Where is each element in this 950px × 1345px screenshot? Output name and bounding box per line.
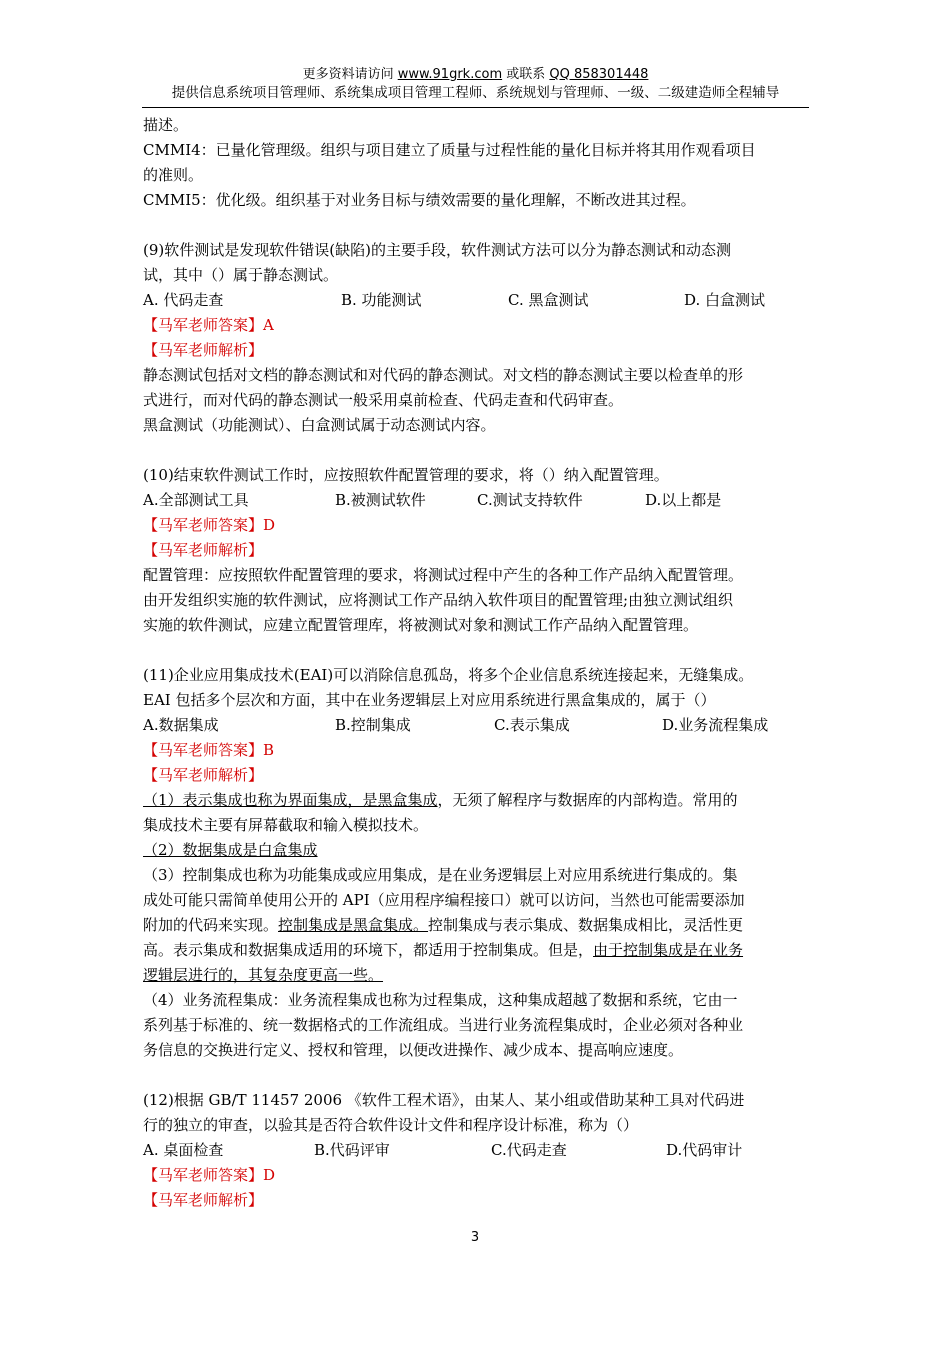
q11-answer: 【马军老师答案】B [143,741,275,759]
q9-answer: 【马军老师答案】A [143,316,274,334]
q11-analysis-3: 高。表示集成和数据集成适用的环境下，都适用于控制集成。但是，由于控制集成是在业务 [143,941,744,959]
q11-analysis-3: （3）控制集成也称为功能集成或应用集成，是在业务逻辑层上对应用系统进行集成的。集 [143,866,738,884]
q11-analysis-4: 务信息的交换进行定义、授权和管理，以便改进操作、减少成本、提高响应速度。 [143,1041,684,1059]
page-header [142,66,809,102]
q10-option-c: C.测试支持软件 [477,491,583,509]
q10-options [143,488,808,513]
q10-option-a: A.全部测试工具 [143,491,249,509]
intro-line: CMMI5：优化级。组织基于对业务目标与绩效需要的量化理解，不断改进其过程。 [143,191,696,209]
q11-analysis-3: 逻辑层进行的，其复杂度更高一些。 [143,966,384,984]
page-number: 3 [470,1230,480,1245]
q12-option-b: B.代码评审 [314,1141,390,1159]
q10-stem: (10)结束软件测试工作时，应按照软件配置管理的要求，将（）纳入配置管理。 [143,466,669,484]
q11-analysis-4: 系列基于标准的、统一数据格式的工作流组成。当进行业务流程集成时，企业必须对各种业 [143,1016,744,1034]
page-body [143,113,808,1213]
q12-options [143,1138,808,1163]
q11-analysis-label: 【马军老师解析】 [143,766,264,784]
header-website-link[interactable]: www.91grk.com [397,67,503,82]
q11-analysis-1-cont: 集成技术主要有屏幕截取和输入模拟技术。 [143,816,429,834]
q10-analysis-line: 实施的软件测试，应建立配置管理库，将被测试对象和测试工作产品纳入配置管理。 [143,616,699,634]
q9-stem: (9)软件测试是发现软件错误(缺陷)的主要手段，软件测试方法可以分为静态测试和动态测 [143,241,731,259]
q10-analysis-line: 配置管理：应按照软件配置管理的要求，将测试过程中产生的各种工作产品纳入配置管理。 [143,566,744,584]
intro-line: 描述。 [143,116,189,134]
q11-stem: EAI 包括多个层次和方面，其中在业务逻辑层上对应用系统进行黑盒集成的，属于（） [143,691,716,709]
q12-stem: (12)根据 GB/T 11457 2006 《软件工程术语》，由某人、某小组或借助某种工具对代码进 [143,1091,745,1109]
header-qq: QQ 858301448 [549,67,649,82]
q11-option-b: B.控制集成 [335,716,411,734]
q9-option-c: C. 黑盒测试 [508,291,589,309]
q11-analysis-3: 成处可能只需简单使用公开的 API（应用程序编程接口）就可以访问，当然也可能需要添加 [143,891,745,909]
q10-analysis-label: 【马军老师解析】 [143,541,264,559]
q12-option-a: A. 桌面检查 [143,1141,224,1159]
q9-stem: 试，其中（）属于静态测试。 [143,266,339,284]
q9-option-b: B. 功能测试 [341,291,422,309]
q9-analysis-line: 式进行，而对代码的静态测试一般采用桌前检查、代码走查和代码审查。 [143,391,624,409]
header-contact-line [142,66,809,84]
q12-analysis-label: 【马军老师解析】 [143,1191,264,1209]
header-contact-text: 或联系 [502,67,550,82]
q10-option-d: D.以上都是 [645,491,722,509]
q11-option-a: A.数据集成 [143,716,219,734]
q12-option-d: D.代码审计 [666,1141,743,1159]
q9-options [143,288,808,313]
intro-line: CMMI4：已量化管理级。组织与项目建立了质量与过程性能的量化目标并将其用作观看项目 [143,141,756,159]
q11-analysis-4: （4）业务流程集成：业务流程集成也称为过程集成，这种集成超越了数据和系统，它由一 [143,991,738,1009]
q12-stem: 行的独立的审查，以验其是否符合软件设计文件和程序设计标准，称为（） [143,1116,639,1134]
q10-answer: 【马军老师答案】D [143,516,276,534]
q11-options [143,713,808,738]
q11-option-d: D.业务流程集成 [662,716,769,734]
header-divider [142,107,809,108]
intro-line: 的准则。 [143,166,204,184]
header-services-line: 提供信息系统项目管理师、系统集成项目管理工程师、系统规划与管理师、一级、二级建造师全程辅导 [171,85,780,101]
q11-stem: (11)企业应用集成技术(EAI)可以消除信息孤岛，将多个企业信息系统连接起来，无缝集成。 [143,666,754,684]
q11-analysis-1: （1）表示集成也称为界面集成，是黑盒集成，无须了解程序与数据库的内部构造。常用的 [143,791,738,809]
q10-analysis-line: 由开发组织实施的软件测试，应将测试工作产品纳入软件项目的配置管理;由独立测试组织 [143,591,734,609]
q9-option-a: A. 代码走查 [143,291,224,309]
q9-analysis-line: 静态测试包括对文档的静态测试和对代码的静态测试。对文档的静态测试主要以检查单的形 [143,366,744,384]
header-visit-text: 更多资料请访问 [302,67,398,82]
q11-analysis-2: （2）数据集成是白盒集成 [143,841,318,859]
q11-analysis-3: 附加的代码来实现。控制集成是黑盒集成。控制集成与表示集成、数据集成相比，灵活性更 [143,916,744,934]
q10-option-b: B.被测试软件 [335,491,426,509]
q9-option-d: D. 白盒测试 [684,291,766,309]
q9-analysis-label: 【马军老师解析】 [143,341,264,359]
q12-option-c: C.代码走查 [491,1141,567,1159]
q11-option-c: C.表示集成 [494,716,570,734]
q9-analysis-line: 黑盒测试（功能测试）、白盒测试属于动态测试内容。 [143,416,496,434]
q12-answer: 【马军老师答案】D [143,1166,276,1184]
